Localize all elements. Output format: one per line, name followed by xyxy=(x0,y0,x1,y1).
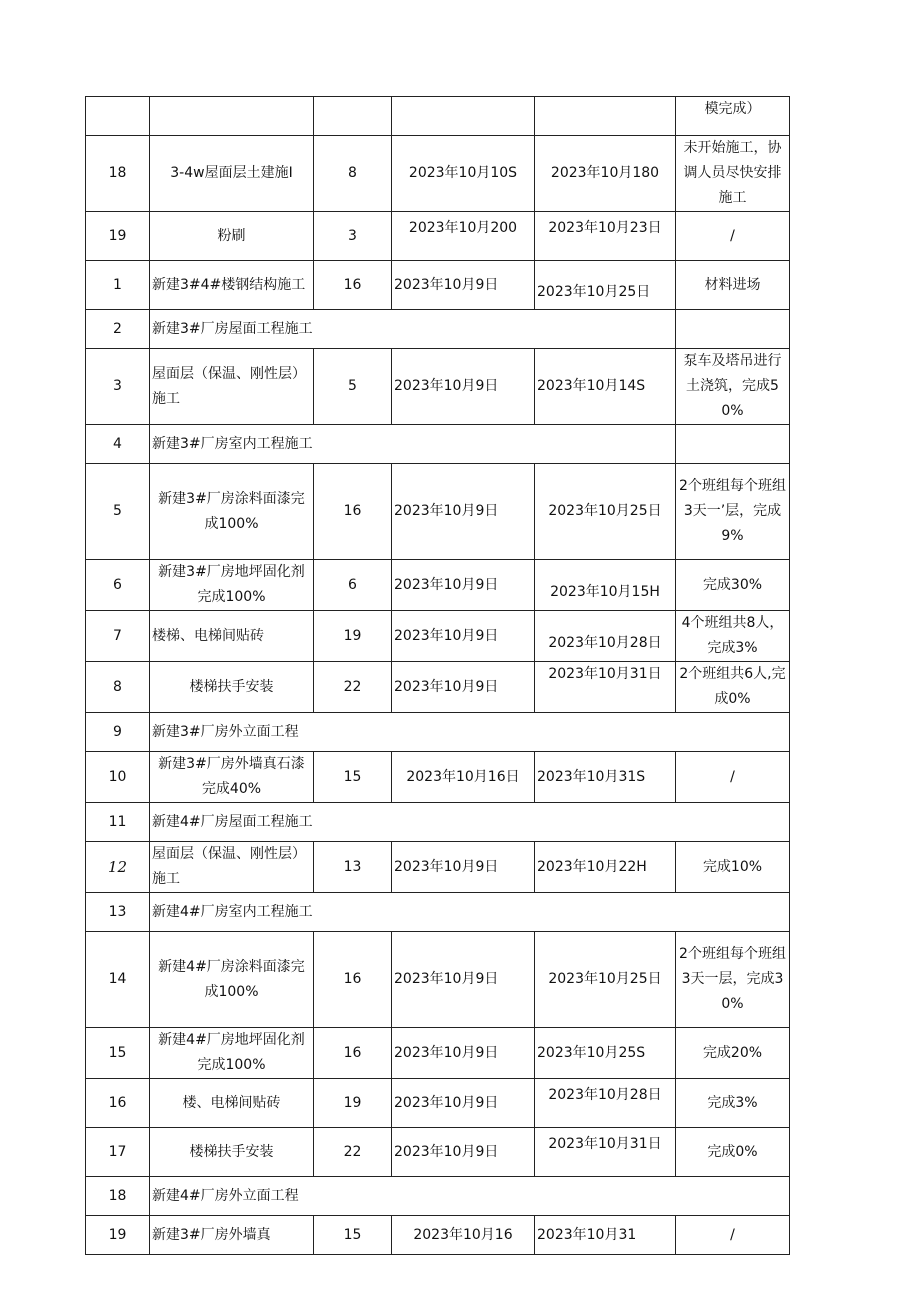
row-number: 16 xyxy=(86,1079,150,1128)
row-number: 4 xyxy=(86,425,150,464)
table-row xyxy=(86,349,790,425)
task-name: 3-4w屋面层土建施I xyxy=(150,136,314,212)
row-number: 11 xyxy=(86,803,150,842)
table-row xyxy=(86,1216,790,1255)
start-date: 2023年10月9日 xyxy=(392,1028,535,1079)
section-title: 新建3#厂房外立面工程 xyxy=(150,713,790,752)
table-row xyxy=(86,425,790,464)
end-date: 2023年10月180 xyxy=(535,136,676,212)
progress-note: / xyxy=(676,1216,790,1255)
row-number: 18 xyxy=(86,1177,150,1216)
duration-days: 16 xyxy=(314,932,392,1028)
end-date: 2023年10月28日 xyxy=(535,611,676,662)
table-row xyxy=(86,97,790,136)
section-title: 新建3#厂房屋面工程施工 xyxy=(150,310,676,349)
task-name: 楼梯扶手安装 xyxy=(150,662,314,713)
end-date: 2023年10月31日 xyxy=(535,662,676,713)
start-date: 2023年10月16日 xyxy=(392,752,535,803)
duration-days: 22 xyxy=(314,1128,392,1177)
row-number: 7 xyxy=(86,611,150,662)
start-date: 2023年10月16 xyxy=(392,1216,535,1255)
table-row xyxy=(86,713,790,752)
section-title: 新建4#厂房室内工程施工 xyxy=(150,893,790,932)
table-row xyxy=(86,464,790,560)
table-row xyxy=(86,611,790,662)
task-name: 楼、电梯间贴砖 xyxy=(150,1079,314,1128)
progress-note: / xyxy=(676,752,790,803)
section-title: 新建3#厂房室内工程施工 xyxy=(150,425,676,464)
duration-days: 19 xyxy=(314,611,392,662)
start-date: 2023年10月9日 xyxy=(392,1128,535,1177)
task-name: 楼梯扶手安装 xyxy=(150,1128,314,1177)
task-name: 新建3#厂房涂料面漆完成100% xyxy=(150,464,314,560)
progress-note: 2个班组共6人,完成0% xyxy=(676,662,790,713)
table-row xyxy=(86,803,790,842)
table-row xyxy=(86,1028,790,1079)
start-date xyxy=(392,97,535,136)
task-name: 粉刷 xyxy=(150,212,314,261)
table-row xyxy=(86,893,790,932)
row-number: 1 xyxy=(86,261,150,310)
task-name: 新建3#4#楼钢结构施工 xyxy=(150,261,314,310)
progress-note: 完成10% xyxy=(676,842,790,893)
end-date: 2023年10月25日 xyxy=(535,932,676,1028)
duration-days: 3 xyxy=(314,212,392,261)
task-name: 新建3#厂房地坪固化剂完成100% xyxy=(150,560,314,611)
section-title: 新建4#厂房外立面工程 xyxy=(150,1177,790,1216)
progress-note: 完成3% xyxy=(676,1079,790,1128)
task-name: 楼梯、电梯间贴砖 xyxy=(150,611,314,662)
start-date: 2023年10月9日 xyxy=(392,611,535,662)
start-date: 2023年10月9日 xyxy=(392,261,535,310)
row-number: 18 xyxy=(86,136,150,212)
progress-note xyxy=(676,425,790,464)
progress-note: 完成30% xyxy=(676,560,790,611)
end-date: 2023年10月31 xyxy=(535,1216,676,1255)
progress-note: 模完成） xyxy=(676,97,790,136)
start-date: 2023年10月9日 xyxy=(392,349,535,425)
duration-days: 5 xyxy=(314,349,392,425)
end-date: 2023年10月22H xyxy=(535,842,676,893)
duration-days: 16 xyxy=(314,1028,392,1079)
end-date: 2023年10月28日 xyxy=(535,1079,676,1128)
start-date: 2023年10月9日 xyxy=(392,932,535,1028)
table-row xyxy=(86,1128,790,1177)
row-number xyxy=(86,97,150,136)
end-date xyxy=(535,97,676,136)
progress-note: 泵车及塔吊进行土浇筑，完成50% xyxy=(676,349,790,425)
table-row xyxy=(86,932,790,1028)
task-name: 新建3#厂房外墙真石漆完成40% xyxy=(150,752,314,803)
end-date: 2023年10月25S xyxy=(535,1028,676,1079)
row-number: 9 xyxy=(86,713,150,752)
end-date: 2023年10月25日 xyxy=(535,261,676,310)
progress-note: 完成20% xyxy=(676,1028,790,1079)
duration-days: 19 xyxy=(314,1079,392,1128)
end-date: 2023年10月31日 xyxy=(535,1128,676,1177)
start-date: 2023年10月9日 xyxy=(392,560,535,611)
start-date: 2023年10月9日 xyxy=(392,1079,535,1128)
duration-days: 15 xyxy=(314,752,392,803)
table-row xyxy=(86,842,790,893)
task-name: 屋面层（保温、刚性层）施工 xyxy=(150,842,314,893)
progress-note: 2个班组每个班组3天一层，完成30% xyxy=(676,932,790,1028)
row-number: 19 xyxy=(86,212,150,261)
end-date: 2023年10月15H xyxy=(535,560,676,611)
duration-days: 16 xyxy=(314,464,392,560)
duration-days: 6 xyxy=(314,560,392,611)
progress-note xyxy=(676,310,790,349)
duration-days: 22 xyxy=(314,662,392,713)
row-number: 2 xyxy=(86,310,150,349)
task-name: 新建3#厂房外墙真 xyxy=(150,1216,314,1255)
task-name: 新建4#厂房地坪固化剂完成100% xyxy=(150,1028,314,1079)
table-row xyxy=(86,752,790,803)
row-number: 13 xyxy=(86,893,150,932)
row-number: 19 xyxy=(86,1216,150,1255)
row-number: 14 xyxy=(86,932,150,1028)
duration-days: 15 xyxy=(314,1216,392,1255)
schedule-table xyxy=(85,96,790,1255)
task-name xyxy=(150,97,314,136)
task-name: 新建4#厂房涂料面漆完成100% xyxy=(150,932,314,1028)
progress-note: 2个班组每个班组3天一’层，完成9% xyxy=(676,464,790,560)
row-number: 5 xyxy=(86,464,150,560)
task-name: 屋面层（保温、刚性层）施工 xyxy=(150,349,314,425)
row-number: 8 xyxy=(86,662,150,713)
start-date: 2023年10月10S xyxy=(392,136,535,212)
section-title: 新建4#厂房屋面工程施工 xyxy=(150,803,790,842)
table-row xyxy=(86,560,790,611)
row-number: 12 xyxy=(86,842,150,893)
row-number: 15 xyxy=(86,1028,150,1079)
row-number: 3 xyxy=(86,349,150,425)
table-row xyxy=(86,310,790,349)
start-date: 2023年10月9日 xyxy=(392,662,535,713)
end-date: 2023年10月31S xyxy=(535,752,676,803)
table-row xyxy=(86,1177,790,1216)
end-date: 2023年10月23日 xyxy=(535,212,676,261)
duration-days: 16 xyxy=(314,261,392,310)
row-number: 17 xyxy=(86,1128,150,1177)
end-date: 2023年10月14S xyxy=(535,349,676,425)
row-number: 6 xyxy=(86,560,150,611)
start-date: 2023年10月9日 xyxy=(392,464,535,560)
progress-note: 完成0% xyxy=(676,1128,790,1177)
table-row xyxy=(86,212,790,261)
duration-days xyxy=(314,97,392,136)
progress-note: 4个班组共8人，完成3% xyxy=(676,611,790,662)
progress-note: / xyxy=(676,212,790,261)
table-row xyxy=(86,261,790,310)
row-number: 10 xyxy=(86,752,150,803)
duration-days: 13 xyxy=(314,842,392,893)
table-row xyxy=(86,662,790,713)
table-row xyxy=(86,136,790,212)
start-date: 2023年10月200 xyxy=(392,212,535,261)
start-date: 2023年10月9日 xyxy=(392,842,535,893)
table-row xyxy=(86,1079,790,1128)
duration-days: 8 xyxy=(314,136,392,212)
progress-note: 材料进场 xyxy=(676,261,790,310)
progress-note: 未开始施工，协调人员尽快安排施工 xyxy=(676,136,790,212)
end-date: 2023年10月25日 xyxy=(535,464,676,560)
